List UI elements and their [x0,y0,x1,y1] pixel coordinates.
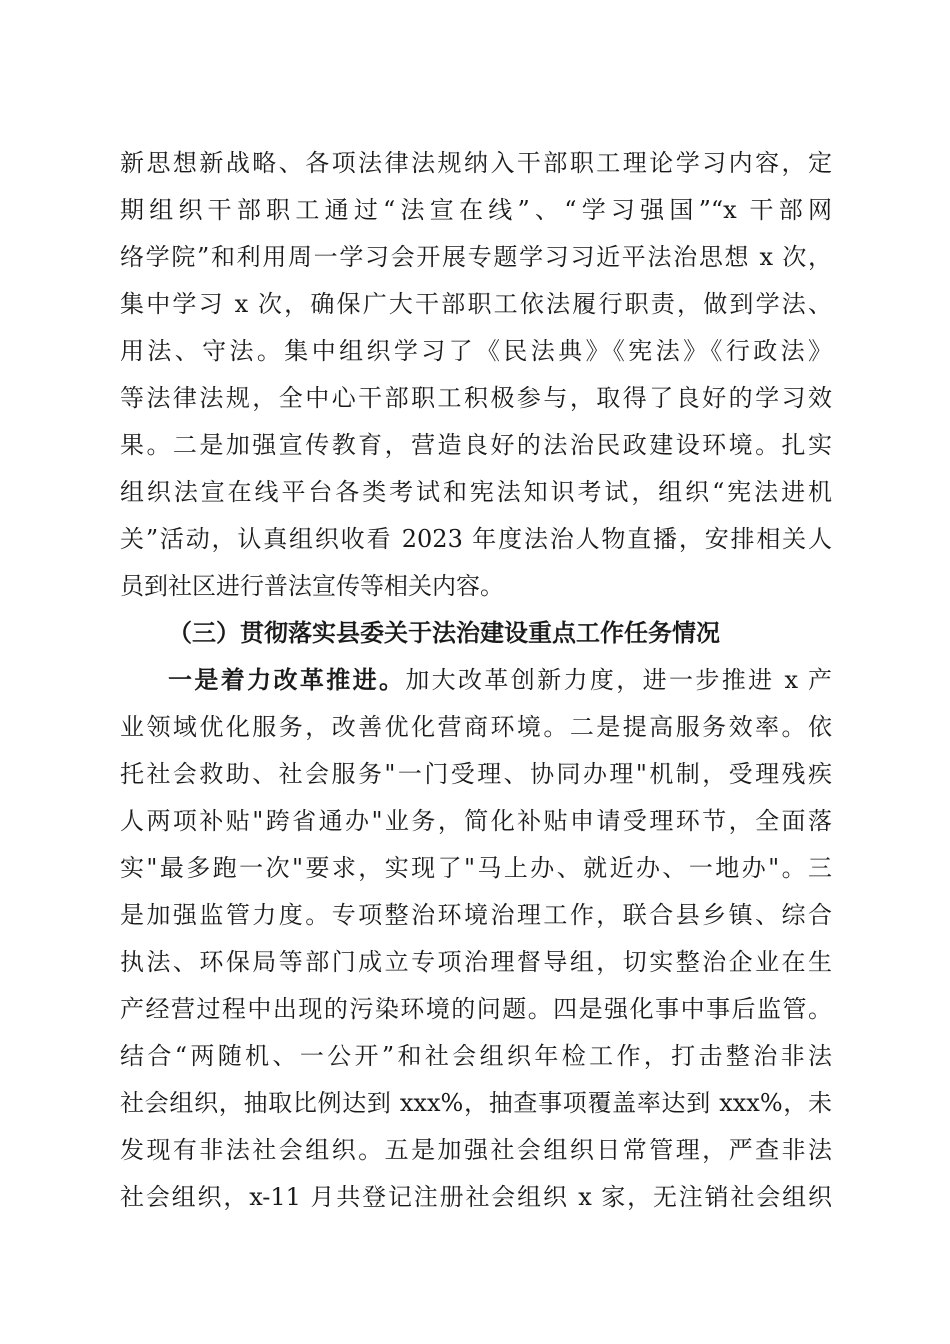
paragraph-1-line-9: 关”活动，认真组织收看 2023 年度法治人物直播，安排相关人 [120,525,832,553]
paragraph-2-line-1 [168,657,832,703]
paragraph-2-line-9: 结合“两随机、一公开”和社会组织年检工作，打击整治非法 [120,1042,832,1070]
paragraph-2-line-12: 社会组织，x-11 月共登记注册社会组织 x 家，无注销社会组织 [120,1183,832,1211]
paragraph-1-line-3: 络学院”和利用周一学习会开展专题学习习近平法治思想 x 次， [120,243,832,271]
paragraph-1-line-10: 员到社区进行普法宣传等相关内容。 [120,572,504,600]
paragraph-2-line-8: 产经营过程中出现的污染环境的问题。四是强化事中事后监管。 [120,995,832,1023]
paragraph-2-line-10: 社会组织，抽取比例达到 xxx%，抽查事项覆盖率达到 xxx%，未 [120,1089,832,1117]
paragraph-2-line-5: 实"最多跑一次"要求，实现了"马上办、就近办、一地办"。三 [120,854,832,882]
paragraph-2-line-6: 是加强监管力度。专项整治环境治理工作，联合县乡镇、综合 [120,901,832,929]
paragraph-1-line-6: 等法律法规，全中心干部职工积极参与，取得了良好的学习效 [120,384,832,412]
paragraph-1-line-7: 果。二是加强宣传教育，营造良好的法治民政建设环境。扎实 [120,431,832,459]
paragraph-1-line-2: 期组织干部职工通过“法宣在线”、“学习强国”“x 干部网 [120,196,832,224]
paragraph-1-line-4: 集中学习 x 次，确保广大干部职工依法履行职责，做到学法、 [120,290,832,318]
paragraph-2-line-2: 业领域优化服务，改善优化营商环境。二是提高服务效率。依 [120,713,832,741]
paragraph-2-line-11: 发现有非法社会组织。五是加强社会组织日常管理，严查非法 [120,1136,832,1164]
paragraph-1-line-5: 用法、守法。集中组织学习了《民法典》《宪法》《行政法》 [120,337,832,365]
paragraph-2-line-3: 托社会救助、社会服务"一门受理、协同办理"机制，受理残疾 [120,760,832,788]
paragraph-1-line-8: 组织法宣在线平台各类考试和宪法知识考试，组织“宪法进机 [120,478,832,506]
paragraph-2-line-7: 执法、环保局等部门成立专项治理督导组，切实整治企业在生 [120,948,832,976]
section-heading-3: （三）贯彻落实县委关于法治建设重点工作任务情况 [168,618,720,647]
paragraph-2-line-1-rest: 加大改革创新力度，进一步推进 x 产 [405,666,832,694]
paragraph-1-line-1: 新思想新战略、各项法律法规纳入干部职工理论学习内容，定 [120,149,832,177]
paragraph-2-line-4: 人两项补贴"跨省通办"业务，简化补贴申请受理环节，全面落 [120,807,832,835]
paragraph-2-lead: 一是着力改革推进。 [168,665,406,694]
